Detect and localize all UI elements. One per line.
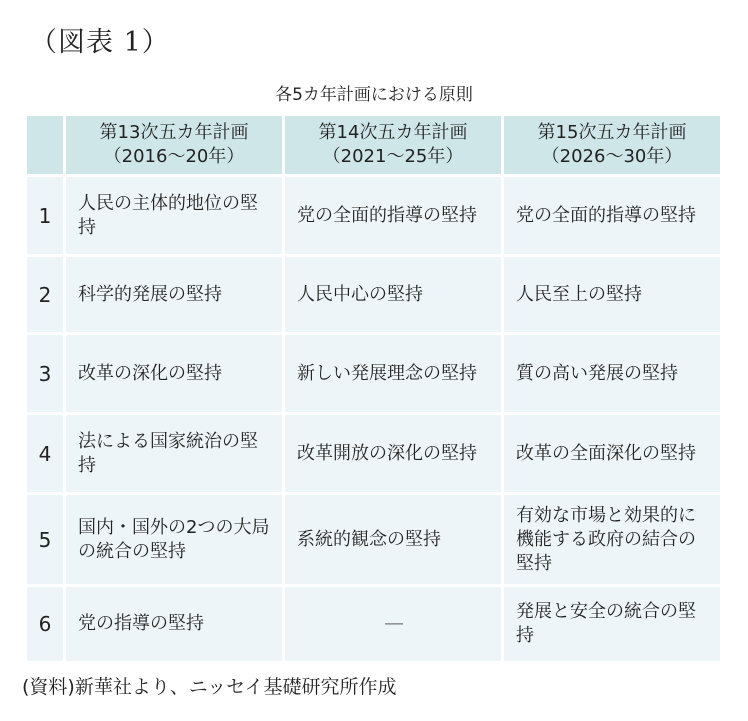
header-plan-years: （2016～20年） <box>103 146 245 167</box>
table-row <box>27 495 720 584</box>
header-plan-years: （2026～30年） <box>541 146 683 167</box>
header-row <box>27 116 720 174</box>
row-number: 5 <box>27 495 63 584</box>
row-number: 4 <box>27 415 63 492</box>
principles-table <box>24 113 723 664</box>
cell-plan-15: 党の全面的指導の堅持 <box>504 177 720 254</box>
cell-plan-14-empty-dash: ― <box>285 587 501 661</box>
header-plan-name: 第15次五カ年計画 <box>537 122 687 143</box>
cell-plan-14: 新しい発展理念の堅持 <box>285 335 501 412</box>
table-row <box>27 587 720 661</box>
cell-plan-13: 改革の深化の堅持 <box>66 335 282 412</box>
header-plan-name: 第14次五カ年計画 <box>318 122 468 143</box>
cell-plan-14: 改革開放の深化の堅持 <box>285 415 501 492</box>
header-plan-13 <box>66 116 282 174</box>
header-corner <box>27 116 63 174</box>
cell-plan-15: 有効な市場と効果的に機能する政府の結合の堅持 <box>504 495 720 584</box>
row-number: 1 <box>27 177 63 254</box>
cell-plan-15: 発展と安全の統合の堅持 <box>504 587 720 661</box>
source-note: (資料)新華社より、ニッセイ基礎研究所作成 <box>22 676 397 698</box>
header-plan-15 <box>504 116 720 174</box>
table-row <box>27 415 720 492</box>
cell-plan-13: 法による国家統治の堅持 <box>66 415 282 492</box>
cell-plan-13: 党の指導の堅持 <box>66 587 282 661</box>
table-row <box>27 177 720 254</box>
cell-plan-13: 科学的発展の堅持 <box>66 257 282 332</box>
cell-plan-15: 質の高い発展の堅持 <box>504 335 720 412</box>
cell-plan-14: 系統的観念の堅持 <box>285 495 501 584</box>
header-plan-years: （2021～25年） <box>322 146 464 167</box>
table-row <box>27 335 720 412</box>
row-number: 6 <box>27 587 63 661</box>
cell-plan-13: 国内・国外の2つの大局の統合の堅持 <box>66 495 282 584</box>
figure-label: （図表 1） <box>30 27 170 58</box>
row-number: 2 <box>27 257 63 332</box>
cell-plan-14: 党の全面的指導の堅持 <box>285 177 501 254</box>
row-number: 3 <box>27 335 63 412</box>
header-plan-14 <box>285 116 501 174</box>
cell-plan-15: 改革の全面深化の堅持 <box>504 415 720 492</box>
cell-plan-15: 人民至上の堅持 <box>504 257 720 332</box>
cell-plan-14: 人民中心の堅持 <box>285 257 501 332</box>
header-plan-name: 第13次五カ年計画 <box>99 122 249 143</box>
table-caption: 各5カ年計画における原則 <box>275 85 473 105</box>
cell-plan-13: 人民の主体的地位の堅持 <box>66 177 282 254</box>
table-row <box>27 257 720 332</box>
